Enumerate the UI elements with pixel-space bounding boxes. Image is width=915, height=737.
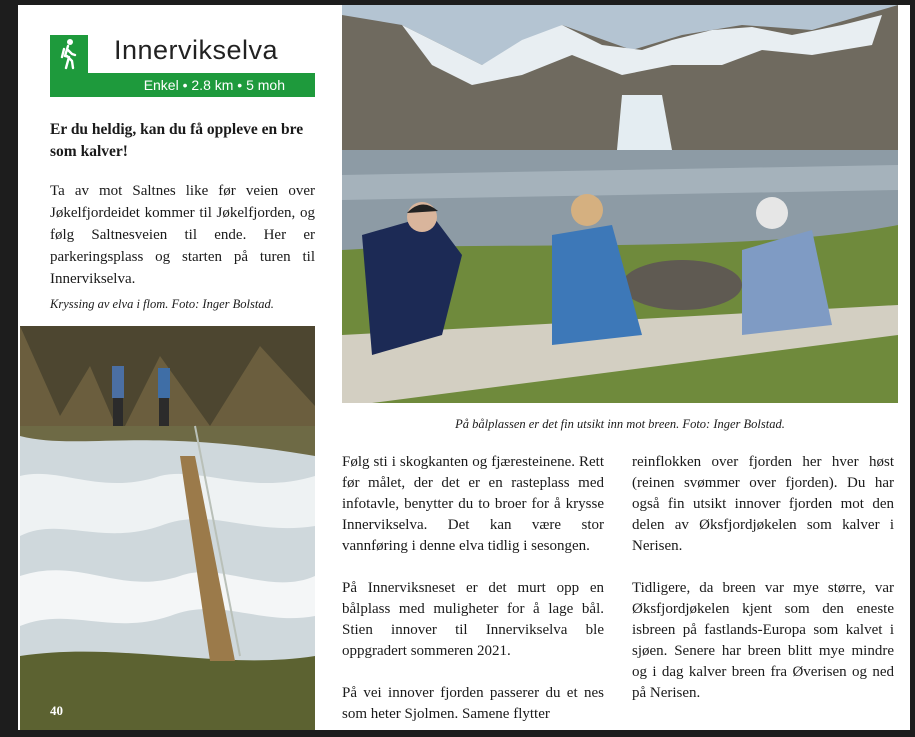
body-column-2 xyxy=(632,452,894,725)
river-crossing-photo xyxy=(20,326,315,730)
caption-left: Kryssing av elva i flom. Foto: Inger Bolstad. xyxy=(50,297,274,311)
hiker-icon xyxy=(50,35,88,73)
book-page xyxy=(18,5,910,730)
lead-text: Er du heldig, kan du få oppleve en bre som kalver! xyxy=(50,121,304,160)
paragraph: reinflokken over fjorden her hver høst (reinen svømmer over fjorden). Du har også fin utsikt innover fjorden mot den delen av Øksfjordjøkelen som kalver i Nerisen. xyxy=(632,454,894,554)
caption-top: På bålplassen er det fin utsikt inn mot breen. Foto: Inger Bolstad. xyxy=(455,417,785,431)
page-number: 40 xyxy=(50,703,63,718)
paragraph: På Innerviksneset er det murt opp en bålplass med muligheter for å lage bål. Stien innover til Innervikselva ble oppgradert sommeren 2021. xyxy=(342,580,604,659)
route-header xyxy=(50,35,315,97)
intro-text: Ta av mot Saltnes like før veien over Jøkelfjordeidet kommer til Jøkelfjorden, og følg Saltnesveien til ende. Her er parkeringsplass og starten på turen til Innervikselva. xyxy=(50,183,315,287)
campfire-glacier-photo xyxy=(342,5,898,403)
body-column-1 xyxy=(342,452,604,730)
paragraph: På vei innover fjorden passerer du et nes som heter Sjolmen. Samene flytter xyxy=(342,685,604,722)
paragraph: Følg sti i skogkanten og fjæresteinene. Rett før målet, der det er en rasteplass med infotavle, benytter du to broer for å krysse Innervikselva. Det kan være stor vannføring i denne elva tidlig i sesongen. xyxy=(342,454,604,554)
paragraph: Tidligere, da breen var mye større, var Øksfjordjøkelen kjent som den eneste isbreen på fastlands-Europa som kalvet i sjøen. Senere har breen blitt mye mindre og i dag kalver breen fra Øverisen og ned på Nerisen. xyxy=(632,580,894,701)
route-title: Innervikselva xyxy=(114,35,279,65)
route-stats: Enkel • 2.8 km • 5 moh xyxy=(50,73,315,97)
